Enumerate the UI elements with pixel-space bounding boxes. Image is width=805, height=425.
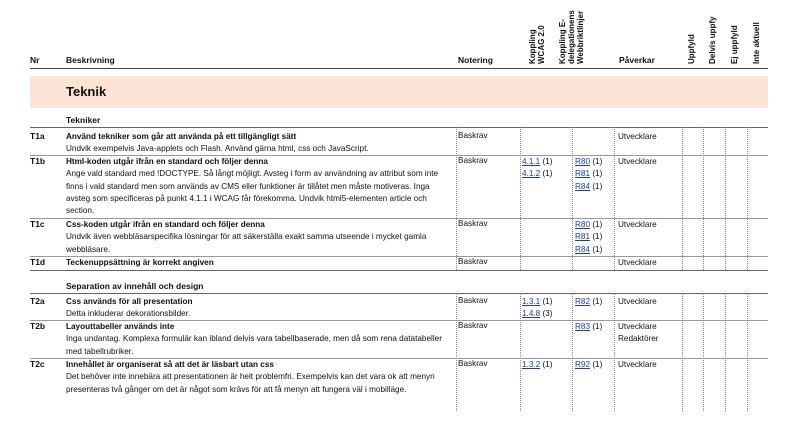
edeleg-link[interactable]: R92: [575, 360, 591, 369]
section-band: [30, 76, 768, 108]
header-inte-aktuell: Inte aktuell: [752, 22, 761, 64]
row-edelegation: R80 (1) R81 (1) R84 (1): [575, 220, 603, 254]
column-divider: [456, 293, 457, 411]
header-edelegation: Koppling E-delegationens Webbriktlinjer: [558, 10, 585, 64]
row-description: [66, 219, 452, 256]
row-divider: [30, 270, 768, 271]
section-title: Teknik: [66, 84, 107, 99]
row-paverkar: Utvecklare: [618, 220, 657, 229]
edeleg-link[interactable]: R83: [575, 322, 591, 331]
column-divider: [614, 127, 615, 270]
row-edelegation: R92 (1): [575, 360, 603, 369]
header-paverkar: Påverkar: [619, 55, 655, 65]
row-paverkar: Utvecklare: [618, 360, 657, 369]
row-title: Css används för all presentation: [66, 297, 193, 306]
edeleg-link[interactable]: R84: [575, 181, 591, 191]
group-title: Separation av innehåll och design: [66, 281, 204, 291]
column-divider: [682, 293, 683, 411]
header-wcag: Koppling WCAG 2.0: [528, 25, 546, 64]
row-wcag: 1.3.2 (1): [522, 360, 553, 369]
header-divider: [30, 68, 768, 69]
row-text: Undvik även webbläsarspecifika lösningar för att säkerställa exakt samma utseende i mycket gamla webbläsare.: [66, 232, 427, 254]
row-title: Använd tekniker som går att använda på ett tillgängligt sätt: [66, 132, 297, 141]
group-divider: [30, 293, 768, 294]
row-notering: Baskrav: [458, 359, 488, 368]
column-divider: [614, 293, 615, 411]
column-divider: [703, 293, 704, 411]
wcag-link[interactable]: 4.1.1: [522, 157, 541, 166]
row-wcag: 4.1.1 (1) 4.1.2 (1): [522, 157, 553, 179]
row-notering: Baskrav: [458, 296, 488, 305]
row-wcag: 1.3.1 (1) 1.4.8 (3): [522, 297, 553, 319]
column-divider: [572, 127, 573, 270]
row-edelegation: R82 (1): [575, 297, 603, 306]
row-edelegation: R80 (1) R81 (1) R84 (1): [575, 157, 603, 191]
edeleg-link[interactable]: R82: [575, 297, 591, 306]
edeleg-link[interactable]: R81: [575, 232, 591, 242]
column-divider: [725, 293, 726, 411]
row-description: [66, 257, 452, 269]
row-text: Det behöver inte innebära att presentationen är helt problemfri. Exempelvis kan det vara ok att menyn presenteras två gånger om det är något som krävs för att få menyn att fungera väl i mobilläge.: [66, 372, 435, 394]
row-notering: Baskrav: [458, 321, 488, 330]
row-description: [66, 359, 452, 396]
edeleg-link[interactable]: R84: [575, 244, 591, 254]
column-divider: [456, 127, 457, 270]
header-uppfyld: Uppfyld: [687, 34, 696, 64]
column-divider: [520, 293, 521, 411]
header-ej-uppfyld: Ej uppfyld: [730, 25, 739, 64]
column-divider: [747, 127, 748, 270]
column-divider: [703, 127, 704, 270]
row-notering: Baskrav: [458, 219, 488, 228]
row-text: Undvik exempelvis Java-applets och Flash. Använd gärna html, css och JavaScript.: [66, 144, 369, 154]
row-description: [66, 131, 452, 156]
row-nr: T2c: [30, 359, 45, 369]
row-text: Detta inkluderar dekorationsbilder.: [66, 309, 191, 319]
row-paverkar: Utvecklare Redaktörer: [618, 322, 659, 344]
header-delvis: Delvis uppfy: [708, 16, 717, 64]
column-divider: [572, 293, 573, 411]
wcag-link[interactable]: 4.1.2: [522, 169, 541, 179]
edeleg-link[interactable]: R80: [575, 220, 591, 229]
row-title: Layouttabeller används inte: [66, 322, 175, 331]
wcag-link[interactable]: 1.3.1: [522, 297, 541, 306]
column-divider: [725, 127, 726, 270]
row-nr: T2a: [30, 296, 45, 306]
row-paverkar: Utvecklare: [618, 157, 657, 166]
row-paverkar: Utvecklare: [618, 258, 657, 267]
row-notering: Baskrav: [458, 156, 488, 165]
row-nr: T2b: [30, 321, 46, 331]
row-edelegation: R83 (1): [575, 322, 603, 331]
row-notering: Baskrav: [458, 257, 488, 266]
header-nr: Nr: [30, 55, 40, 65]
row-paverkar: Utvecklare: [618, 132, 657, 141]
row-title: Innehållet är organiserat så att det är läsbart utan css: [66, 360, 274, 369]
row-text: Ange vald standard med !DOCTYPE. Så långt möjligt. Avsteg i form av användning av attribut som inte finns i vald standard men som används av CMS eller funktioner är tillåtet men måste motiveras. Inga avsteg som specificeras på punkt 4.1.1 i WCAG får förekomma. Undvik html5-elementen article och section.: [66, 169, 439, 216]
row-title: Css-koden utgår ifrån en standard och följer denna: [66, 220, 265, 229]
column-divider: [682, 127, 683, 270]
row-description: [66, 296, 452, 321]
row-nr: T1a: [30, 131, 45, 141]
wcag-link[interactable]: 1.4.8: [522, 309, 541, 319]
row-notering: Baskrav: [458, 131, 488, 140]
header-notering: Notering: [458, 55, 493, 65]
group-divider: [30, 127, 768, 128]
edeleg-link[interactable]: R81: [575, 169, 591, 179]
row-nr: T1c: [30, 219, 45, 229]
row-nr: T1b: [30, 156, 46, 166]
column-divider: [747, 293, 748, 411]
edeleg-link[interactable]: R80: [575, 157, 591, 166]
row-paverkar: Utvecklare: [618, 297, 657, 306]
row-nr: T1d: [30, 257, 46, 267]
table-header: [0, 0, 805, 70]
group-title: Tekniker: [66, 115, 101, 125]
row-title: Html-koden utgår ifrån en standard och följer denna: [66, 157, 268, 166]
header-beskrivning: Beskrivning: [66, 55, 115, 65]
row-text: Inga undantag. Komplexa formulär kan ibland delvis vara tabellbaserade, men då som rena datatabeller med tabellrubriker.: [66, 334, 442, 356]
row-description: [66, 321, 452, 358]
row-description: [66, 156, 452, 217]
column-divider: [520, 127, 521, 270]
wcag-link[interactable]: 1.3.2: [522, 360, 541, 369]
row-title: Teckenuppsättning är korrekt angiven: [66, 258, 214, 267]
